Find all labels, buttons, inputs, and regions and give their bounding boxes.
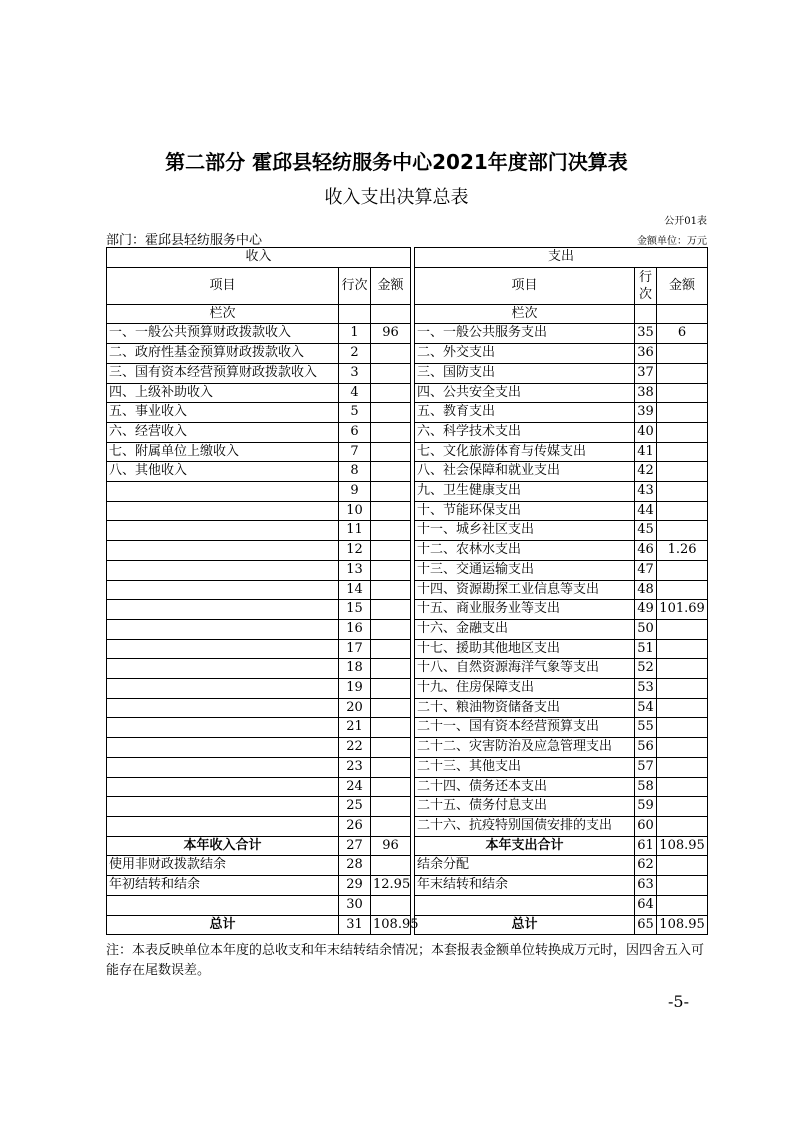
income-item-cell: [107, 679, 339, 699]
expense-row-number: 54: [635, 698, 657, 718]
expense-row-number: 44: [635, 501, 657, 521]
page-title: 第二部分 霍邱县轻纺服务中心2021年度部门决算表: [165, 150, 628, 174]
income-column-index-amt: [371, 304, 411, 324]
expense-amount-cell: [657, 876, 708, 896]
income-item-cell: 八、其他收入: [107, 462, 339, 482]
income-item-cell: [107, 698, 339, 718]
expense-item-header: 项目: [415, 267, 635, 304]
table-row: [107, 344, 708, 364]
table-row: [107, 895, 708, 915]
column-index-row: [107, 304, 708, 324]
income-item-cell: [107, 501, 339, 521]
table-row: [107, 698, 708, 718]
expense-row-number: 57: [635, 757, 657, 777]
table-row: [107, 600, 708, 620]
expense-item-cell: 十六、金融支出: [415, 619, 635, 639]
income-item-cell: [107, 521, 339, 541]
income-amount-cell: [371, 856, 411, 876]
income-row-number: 21: [339, 718, 371, 738]
income-amount-cell: 108.95: [371, 915, 411, 935]
income-item-header: 项目: [107, 267, 339, 304]
income-row-number: 15: [339, 600, 371, 620]
income-item-cell: 总计: [107, 915, 339, 935]
table-row: [107, 816, 708, 836]
income-item-cell: 一、一般公共预算财政拨款收入: [107, 324, 339, 344]
expense-row-number: 41: [635, 442, 657, 462]
expense-row-number: 40: [635, 422, 657, 442]
expense-row-number: 55: [635, 718, 657, 738]
department-label: 部门：霍邱县轻纺服务中心: [106, 233, 263, 248]
table-subtitle: 收入支出决算总表: [324, 187, 469, 208]
column-header-row: [107, 267, 708, 304]
table-row: [107, 501, 708, 521]
income-amount-cell: [371, 757, 411, 777]
expense-row-number: 62: [635, 856, 657, 876]
footnote: 注：本表反映单位本年度的总收支和年末结转结余情况；本套报表金额单位转换成万元时，因四舍五入可能存在尾数误差。: [106, 943, 705, 978]
income-amount-cell: [371, 777, 411, 797]
expense-item-cell: 五、教育支出: [415, 403, 635, 423]
income-amount-cell: [371, 659, 411, 679]
income-row-number: 9: [339, 482, 371, 502]
income-row-number: 23: [339, 757, 371, 777]
income-column-index-no: [339, 304, 371, 324]
income-row-number: 16: [339, 619, 371, 639]
expense-row-number: 50: [635, 619, 657, 639]
expense-row-number: 38: [635, 383, 657, 403]
expense-item-cell: 十五、商业服务业等支出: [415, 600, 635, 620]
expense-amount-cell: 101.69: [657, 600, 708, 620]
expense-row-number: 65: [635, 915, 657, 935]
income-row-number: 1: [339, 324, 371, 344]
expense-amount-cell: [657, 698, 708, 718]
expense-item-cell: 二十二、灾害防治及应急管理支出: [415, 738, 635, 758]
income-amount-cell: [371, 639, 411, 659]
income-row-number: 31: [339, 915, 371, 935]
income-amount-cell: [371, 797, 411, 817]
income-amount-cell: [371, 738, 411, 758]
expense-amount-cell: [657, 521, 708, 541]
income-expense-table: [106, 247, 708, 935]
expense-amount-cell: [657, 344, 708, 364]
income-row-number: 18: [339, 659, 371, 679]
table-row: [107, 324, 708, 344]
expense-row-number: 37: [635, 363, 657, 383]
page-number: -5-: [668, 992, 689, 1011]
income-item-cell: [107, 777, 339, 797]
income-row-number: 29: [339, 876, 371, 896]
income-row-number: 20: [339, 698, 371, 718]
expense-amount-cell: [657, 659, 708, 679]
expense-column-index-amt: [657, 304, 708, 324]
table-row: [107, 383, 708, 403]
income-amount-cell: [371, 521, 411, 541]
expense-row-number: 63: [635, 876, 657, 896]
income-row-number: 7: [339, 442, 371, 462]
income-item-cell: [107, 639, 339, 659]
table-row: [107, 679, 708, 699]
expense-row-number: 61: [635, 836, 657, 856]
expense-amount-cell: [657, 679, 708, 699]
income-amount-cell: [371, 560, 411, 580]
expense-amount-cell: [657, 501, 708, 521]
expense-header: 支出: [415, 248, 708, 268]
income-row-number: 12: [339, 541, 371, 561]
income-row-number: 10: [339, 501, 371, 521]
table-row: [107, 639, 708, 659]
income-row-number: 28: [339, 856, 371, 876]
income-amount-cell: 96: [371, 836, 411, 856]
income-amount-cell: [371, 422, 411, 442]
income-amount-cell: [371, 403, 411, 423]
income-item-cell: [107, 580, 339, 600]
table-row: [107, 876, 708, 896]
income-item-cell: 三、国有资本经营预算财政拨款收入: [107, 363, 339, 383]
expense-item-cell: [415, 895, 635, 915]
expense-amount-cell: [657, 856, 708, 876]
expense-item-cell: 二十六、抗疫特别国债安排的支出: [415, 816, 635, 836]
expense-row-number: 35: [635, 324, 657, 344]
expense-amount-cell: 6: [657, 324, 708, 344]
expense-item-cell: 二十、粮油物资储备支出: [415, 698, 635, 718]
expense-amount-cell: [657, 560, 708, 580]
expense-column-index: 栏次: [415, 304, 635, 324]
income-item-cell: [107, 757, 339, 777]
income-row-number: 5: [339, 403, 371, 423]
expense-item-cell: 十一、城乡社区支出: [415, 521, 635, 541]
expense-row-number: 64: [635, 895, 657, 915]
table-row: [107, 363, 708, 383]
expense-row-number: 39: [635, 403, 657, 423]
expense-item-cell: 十八、自然资源海洋气象等支出: [415, 659, 635, 679]
income-column-index: 栏次: [107, 304, 339, 324]
income-row-number: 27: [339, 836, 371, 856]
income-item-cell: [107, 895, 339, 915]
table-row: [107, 797, 708, 817]
expense-item-cell: 二十三、其他支出: [415, 757, 635, 777]
expense-row-number: 58: [635, 777, 657, 797]
expense-item-cell: 十七、援助其他地区支出: [415, 639, 635, 659]
expense-row-number: 42: [635, 462, 657, 482]
expense-row-number: 48: [635, 580, 657, 600]
expense-item-cell: 二十一、国有资本经营预算支出: [415, 718, 635, 738]
expense-row-number: 46: [635, 541, 657, 561]
table-row: [107, 442, 708, 462]
income-amount-cell: [371, 383, 411, 403]
expense-amount-cell: [657, 816, 708, 836]
income-row-number: 13: [339, 560, 371, 580]
expense-row-number: 43: [635, 482, 657, 502]
income-amount-cell: [371, 363, 411, 383]
table-row: [107, 560, 708, 580]
table-row: [107, 521, 708, 541]
income-item-cell: [107, 560, 339, 580]
income-row-number: 6: [339, 422, 371, 442]
income-amount-header: 金额: [371, 267, 411, 304]
income-item-cell: [107, 718, 339, 738]
expense-amount-cell: [657, 363, 708, 383]
income-amount-cell: [371, 679, 411, 699]
income-amount-cell: 96: [371, 324, 411, 344]
expense-item-cell: 七、文化旅游体育与传媒支出: [415, 442, 635, 462]
income-amount-cell: [371, 580, 411, 600]
expense-amount-cell: [657, 442, 708, 462]
income-row-number: 30: [339, 895, 371, 915]
expense-amount-cell: 108.95: [657, 915, 708, 935]
expense-item-cell: 三、国防支出: [415, 363, 635, 383]
expense-row-number: 56: [635, 738, 657, 758]
expense-item-cell: 十三、交通运输支出: [415, 560, 635, 580]
income-item-cell: 使用非财政拨款结余: [107, 856, 339, 876]
expense-item-cell: 十四、资源勘探工业信息等支出: [415, 580, 635, 600]
income-row-number: 19: [339, 679, 371, 699]
expense-item-cell: 总计: [415, 915, 635, 935]
income-item-cell: [107, 600, 339, 620]
expense-amount-cell: [657, 580, 708, 600]
expense-item-cell: 本年支出合计: [415, 836, 635, 856]
table-row: [107, 462, 708, 482]
expense-row-number: 45: [635, 521, 657, 541]
table-row: [107, 718, 708, 738]
expense-amount-cell: [657, 639, 708, 659]
income-amount-cell: [371, 462, 411, 482]
income-row-number: 8: [339, 462, 371, 482]
expense-amount-cell: [657, 422, 708, 442]
income-item-cell: [107, 541, 339, 561]
expense-amount-cell: [657, 462, 708, 482]
income-item-cell: 本年收入合计: [107, 836, 339, 856]
expense-amount-cell: [657, 895, 708, 915]
income-amount-cell: [371, 619, 411, 639]
income-amount-cell: [371, 442, 411, 462]
expense-row-number: 53: [635, 679, 657, 699]
income-item-cell: [107, 482, 339, 502]
table-row: [107, 403, 708, 423]
income-item-cell: 七、附属单位上缴收入: [107, 442, 339, 462]
income-row-number: 2: [339, 344, 371, 364]
expense-row-number: 52: [635, 659, 657, 679]
table-row: [107, 422, 708, 442]
table-row: [107, 580, 708, 600]
expense-item-cell: 十九、住房保障支出: [415, 679, 635, 699]
income-amount-cell: [371, 600, 411, 620]
expense-column-index-no: [635, 304, 657, 324]
income-row-number: 22: [339, 738, 371, 758]
expense-item-cell: 一、一般公共服务支出: [415, 324, 635, 344]
table-row: [107, 619, 708, 639]
expense-item-cell: 八、社会保障和就业支出: [415, 462, 635, 482]
table-row: [107, 738, 708, 758]
table-row: [107, 482, 708, 502]
income-amount-cell: [371, 816, 411, 836]
expense-row-number: 59: [635, 797, 657, 817]
income-row-number: 4: [339, 383, 371, 403]
section-header-row: [107, 248, 708, 268]
expense-row-header: 行次: [635, 267, 657, 304]
income-item-cell: [107, 816, 339, 836]
income-row-number: 11: [339, 521, 371, 541]
expense-item-cell: 十二、农林水支出: [415, 541, 635, 561]
income-item-cell: 四、上级补助收入: [107, 383, 339, 403]
income-amount-cell: 12.95: [371, 876, 411, 896]
income-row-number: 24: [339, 777, 371, 797]
expense-amount-cell: [657, 718, 708, 738]
income-amount-cell: [371, 698, 411, 718]
expense-amount-cell: [657, 797, 708, 817]
total-row: [107, 836, 708, 856]
expense-item-cell: 结余分配: [415, 856, 635, 876]
expense-item-cell: 十、节能环保支出: [415, 501, 635, 521]
expense-item-cell: 二十四、债务还本支出: [415, 777, 635, 797]
income-amount-cell: [371, 482, 411, 502]
income-item-cell: 年初结转和结余: [107, 876, 339, 896]
expense-amount-cell: [657, 777, 708, 797]
expense-amount-cell: 108.95: [657, 836, 708, 856]
form-code: 公开01表: [664, 216, 707, 227]
income-amount-cell: [371, 501, 411, 521]
income-amount-cell: [371, 541, 411, 561]
expense-amount-cell: [657, 619, 708, 639]
expense-row-number: 47: [635, 560, 657, 580]
expense-row-number: 60: [635, 816, 657, 836]
table-row: [107, 856, 708, 876]
income-item-cell: [107, 619, 339, 639]
income-row-number: 26: [339, 816, 371, 836]
expense-amount-cell: [657, 738, 708, 758]
income-item-cell: 六、经营收入: [107, 422, 339, 442]
expense-item-cell: 年末结转和结余: [415, 876, 635, 896]
income-row-number: 3: [339, 363, 371, 383]
expense-amount-cell: [657, 757, 708, 777]
table-row: [107, 757, 708, 777]
expense-row-number: 51: [635, 639, 657, 659]
expense-row-number: 36: [635, 344, 657, 364]
income-item-cell: [107, 797, 339, 817]
expense-item-cell: 九、卫生健康支出: [415, 482, 635, 502]
total-row: [107, 915, 708, 935]
expense-amount-cell: 1.26: [657, 541, 708, 561]
table-row: [107, 777, 708, 797]
income-item-cell: 五、事业收入: [107, 403, 339, 423]
expense-item-cell: 二、外交支出: [415, 344, 635, 364]
expense-item-cell: 六、科学技术支出: [415, 422, 635, 442]
income-header: 收入: [107, 248, 411, 268]
income-amount-cell: [371, 718, 411, 738]
income-item-cell: [107, 738, 339, 758]
expense-amount-cell: [657, 383, 708, 403]
income-row-number: 14: [339, 580, 371, 600]
income-amount-cell: [371, 344, 411, 364]
expense-item-cell: 二十五、债务付息支出: [415, 797, 635, 817]
income-item-cell: 二、政府性基金预算财政拨款收入: [107, 344, 339, 364]
table-row: [107, 541, 708, 561]
unit-label: 金额单位：万元: [637, 236, 707, 247]
income-row-number: 17: [339, 639, 371, 659]
income-row-header: 行次: [339, 267, 371, 304]
expense-row-number: 49: [635, 600, 657, 620]
income-item-cell: [107, 659, 339, 679]
income-amount-cell: [371, 895, 411, 915]
table-row: [107, 659, 708, 679]
income-row-number: 25: [339, 797, 371, 817]
expense-amount-cell: [657, 482, 708, 502]
expense-amount-cell: [657, 403, 708, 423]
expense-item-cell: 四、公共安全支出: [415, 383, 635, 403]
expense-amount-header: 金额: [657, 267, 708, 304]
